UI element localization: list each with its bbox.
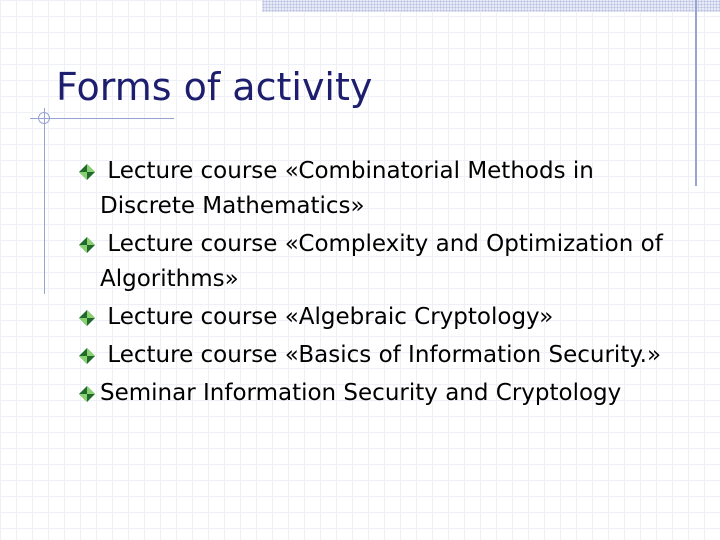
- bullet-text: Lecture course «Basics of Information Security.»: [100, 342, 662, 368]
- diamond-bullet-icon: [79, 310, 95, 326]
- left-vertical-rule: [44, 108, 45, 294]
- title-underline-rule: [30, 118, 174, 119]
- bullet-item-3: [75, 300, 685, 335]
- bullet-item-5: [75, 376, 685, 411]
- diamond-bullet-icon: [79, 348, 95, 364]
- bullet-text: Seminar Information Security and Cryptology: [100, 380, 622, 406]
- bullet-item-1: [75, 154, 685, 224]
- bullet-list: [75, 154, 685, 414]
- bullet-item-4: [75, 338, 685, 373]
- slide-title: Forms of activity: [56, 65, 373, 109]
- diamond-bullet-icon: [79, 237, 95, 253]
- crosshair-circle-icon: [38, 112, 50, 124]
- bullet-text: Lecture course «Complexity and Optimization of Algorithms»: [100, 231, 671, 292]
- diamond-bullet-icon: [79, 386, 95, 402]
- right-vertical-rule: [695, 0, 697, 186]
- bullet-text: Lecture course «Algebraic Cryptology»: [100, 304, 554, 330]
- bullet-text: Lecture course «Combinatorial Methods in Discrete Mathematics»: [100, 158, 602, 219]
- top-decorative-band: [262, 0, 720, 12]
- diamond-bullet-icon: [79, 164, 95, 180]
- bullet-item-2: [75, 227, 685, 297]
